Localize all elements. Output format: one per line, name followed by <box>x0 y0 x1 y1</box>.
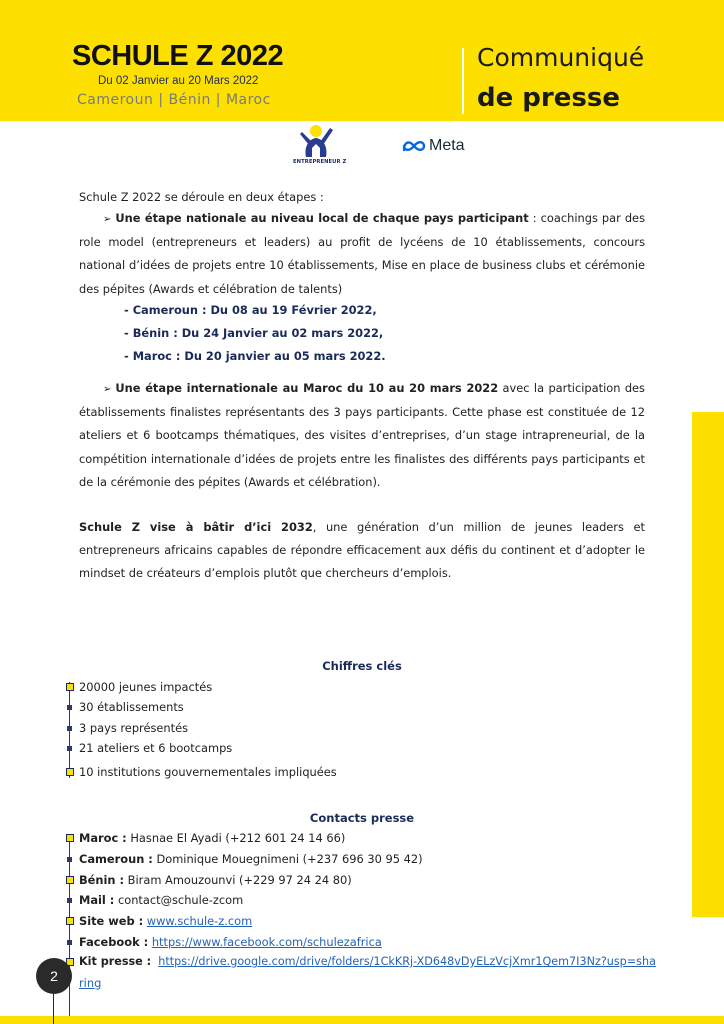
list-bullet <box>66 683 74 691</box>
list-bullet <box>66 917 74 925</box>
list-bullet <box>66 768 74 776</box>
stage1-heading: Une étape nationale au niveau local de chaque pays participant <box>115 211 529 225</box>
event-title: SCHULE Z 2022 <box>72 40 284 72</box>
facebook-link[interactable]: https://www.facebook.com/schulezafrica <box>151 935 382 949</box>
list-item: 10 institutions gouvernementales impliquées <box>79 765 337 779</box>
side-accent-bar <box>692 412 724 917</box>
stage1-text: : coachings par des role model (entrepreneurs et leaders) au profit de lycéens de 10 établissements, concours national d’idées de projets entre 10 établissements, Mise en place de business clubs et cérémonie des pépites (Awards et célébration de talents) <box>79 211 645 296</box>
press-kit-link[interactable]: https://drive.google.com/drive/folders/1CkKRj-XD648vDyELzVcjXmr1Qem7I3Nz?usp=sha <box>158 955 656 968</box>
meta-infinity-icon <box>402 139 426 153</box>
press-kit-link-continued <box>79 976 101 990</box>
arrow-bullet-icon: ➢ <box>103 384 112 395</box>
contact-press-kit: Kit presse : https://drive.google.com/drive/folders/1CkKRj-XD648vDyELzVcjXmr1Qem7I3Nz?usp=sha <box>79 955 656 968</box>
stage1-item-benin: - Bénin : Du 24 Janvier au 02 mars 2022, <box>124 326 384 340</box>
event-dates: Du 02 Janvier au 20 Mars 2022 <box>98 75 259 87</box>
communique-label: Communiqué <box>477 43 645 72</box>
event-countries: Cameroun | Bénin | Maroc <box>77 92 271 108</box>
contact-website: Site web : www.schule-z.com <box>79 914 253 928</box>
list-bullet <box>67 705 72 710</box>
website-link[interactable]: www.schule-z.com <box>146 914 253 928</box>
key-figures-title: Chiffres clés <box>322 659 402 673</box>
vision-paragraph <box>79 516 645 586</box>
contacts-title: Contacts presse <box>309 811 415 825</box>
header-divider <box>462 48 464 114</box>
list-bullet <box>67 726 72 731</box>
stage2-text: avec la participation des établissements finalistes représentants des 3 pays participants. Cette phase est constituée de 12 ateliers et 6 bootcamps thématiques, des visites d’entreprises, d’un stage intrapreneurial, de la compétition internationale d’idées de projets entre les finalistes des différents pays participants et de la cérémonie des pépites (Awards et célébration). <box>79 381 645 489</box>
stage1-item-cameroun: - Cameroun : Du 08 au 19 Février 2022, <box>124 303 377 317</box>
intro-paragraph: Schule Z 2022 se déroule en deux étapes : <box>79 190 324 204</box>
entrepreneurz-wordmark: ENTREPRENEUR Z <box>293 159 347 165</box>
list-item: 20000 jeunes impactés <box>79 680 213 694</box>
list-bullet <box>67 898 72 903</box>
list-bullet <box>67 940 72 945</box>
list-bullet <box>67 746 72 751</box>
contact-maroc: Maroc : Hasnae El Ayadi (+212 601 24 14 66) <box>79 831 346 845</box>
list-bullet <box>66 834 74 842</box>
page-number-stem <box>53 994 54 1024</box>
contact-mail: Mail : contact@schule-zcom <box>79 893 244 907</box>
stage2-heading: Une étape internationale au Maroc du 10 au 20 mars 2022 <box>115 381 499 395</box>
meta-wordmark: Meta <box>429 137 465 154</box>
vision-heading: Schule Z vise à bâtir d’ici 2032 <box>79 520 313 534</box>
contacts-timeline <box>69 834 70 1024</box>
arrow-bullet-icon: ➢ <box>103 214 112 225</box>
list-item: 3 pays représentés <box>79 721 189 735</box>
list-item: 21 ateliers et 6 bootcamps <box>79 741 233 755</box>
meta-logo <box>402 137 465 155</box>
page-number: 2 <box>36 958 72 994</box>
stage2-paragraph <box>79 377 645 494</box>
footer-band <box>0 1016 724 1024</box>
contact-cameroun: Cameroun : Dominique Mouegnimeni (+237 696 30 95 42) <box>79 852 423 866</box>
vision-text: , une génération d’un million de jeunes leaders et entrepreneurs africains capables de répondre efficacement aux défis du continent et d’adopter le mindset de créateurs d’emplois plutôt que chercheurs d’emplois. <box>79 520 645 581</box>
presse-label: de presse <box>477 83 620 113</box>
stage1-paragraph <box>79 207 645 301</box>
press-kit-link-end[interactable]: ring <box>79 976 102 990</box>
list-bullet <box>67 857 72 862</box>
stage1-item-maroc: - Maroc : Du 20 janvier au 05 mars 2022. <box>124 349 386 363</box>
contact-facebook: Facebook : https://www.facebook.com/schulezafrica <box>79 935 382 949</box>
list-bullet <box>66 876 74 884</box>
contact-benin: Bénin : Biram Amouzounvi (+229 97 24 24 80) <box>79 873 352 887</box>
list-item: 30 établissements <box>79 700 184 714</box>
